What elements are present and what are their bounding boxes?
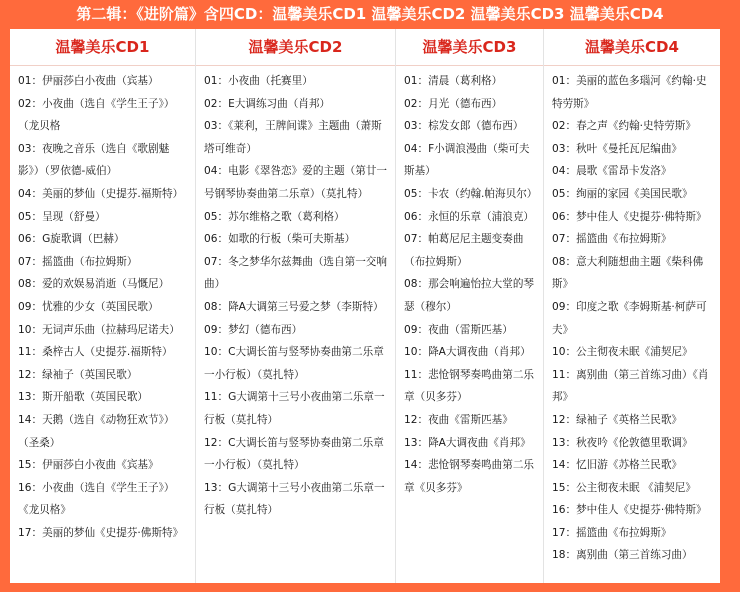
- track-item: 15：公主彻夜未眠 《浦契尼》: [552, 481, 696, 494]
- cd3-title: 温馨美乐CD3: [396, 29, 543, 66]
- track-item: 06：永恒的乐章（浦浪克）: [404, 210, 535, 223]
- track-item: 11：G大调第十三号小夜曲第二乐章一行板（莫扎特）: [204, 391, 385, 426]
- track-item: 17：美丽的梦仙《史提芬·佛斯特》: [18, 526, 184, 539]
- track-item: 13：G大调第十三号小夜曲第二乐章一行板（莫扎特）: [204, 481, 385, 517]
- track-item: 14：天鹅（选自《动物狂欢节》）（圣桑）: [18, 413, 175, 449]
- track-item: 16：小夜曲（选自《学生王子》）《龙贝格》: [18, 481, 175, 517]
- track-item: 07：摇篮曲（布拉姆斯）: [18, 255, 138, 268]
- cd1-track-list: [18, 70, 189, 544]
- track-item: 03：夜晚之音乐（选自《歌剧魅影》）（罗依德-威伯）: [18, 142, 170, 178]
- track-item: 03：棕发女郎（德布西）: [404, 120, 524, 133]
- cd2-column: [196, 29, 396, 583]
- track-item: 07：摇篮曲《布拉姆斯》: [552, 233, 672, 246]
- track-item: 08：那会响遍怡拉大堂的琴瑟（穆尔）: [404, 278, 535, 313]
- track-item: 02：月光（德布西）: [404, 97, 503, 110]
- cd1-column: [10, 29, 196, 583]
- track-item: 08：降A大调第三号爱之梦（李斯特）: [204, 300, 384, 313]
- track-item: 08：意大利随想曲主题《柴科佛斯》: [552, 255, 704, 291]
- track-item: 13：斯开船歌（英国民歌）: [18, 391, 149, 404]
- track-item: 10：C大调长笛与竖琴协奏曲第二乐章一小行板）（莫扎特）: [204, 346, 384, 381]
- track-item: 12：C大调长笛与竖琴协奏曲第二乐章一小行板）（莫扎特）: [204, 436, 384, 472]
- track-item: 05：呈现（舒曼）: [18, 210, 106, 223]
- track-item: 13：秋夜吟《伦敦德里歌调》: [552, 436, 693, 449]
- track-item: 10：降A大调夜曲（肖邦）: [404, 346, 531, 359]
- track-item: 07：冬之梦华尔兹舞曲（选自第一交响曲）: [204, 255, 387, 291]
- track-item: 02：春之声《约翰·史特劳斯》: [552, 120, 696, 133]
- track-item: 01：美丽的蓝色多瑙河《约翰·史特劳斯》: [552, 75, 707, 110]
- track-item: 06：梦中佳人《史提芬·佛特斯》: [552, 210, 707, 223]
- track-item: 04：晨歌《雷昂卡发洛》: [552, 165, 672, 178]
- track-item: 08：爱的欢娱易消逝（马慨尼）: [18, 278, 170, 291]
- track-item: 02：小夜曲（选自《学生王子》）（龙贝格: [18, 97, 175, 133]
- track-item: 14：忆旧游《苏格兰民歌》: [552, 459, 683, 472]
- track-item: 11：桑梓古人（史提芬.福斯特）: [18, 346, 173, 359]
- track-item: 04：电影《翠咎恋》爱的主题（第廿一号钢琴协奏曲第二乐章）（莫扎特）: [204, 165, 387, 200]
- track-item: 01：清晨（葛利格）: [404, 75, 503, 87]
- track-item: 18：离别曲（第三首练习曲）: [552, 549, 693, 562]
- track-item: 15：伊丽莎白小夜曲《宾基》: [18, 459, 159, 472]
- cd3-track-list: [404, 70, 537, 499]
- track-item: 14：悲怆钢琴奏鸣曲第二乐章《贝多芬》: [404, 459, 535, 494]
- track-item: 09：夜曲（雷斯匹基）: [404, 323, 513, 336]
- track-item: 05：苏尔维格之歌（葛利格）: [204, 210, 345, 223]
- cd4-track-list: [552, 70, 714, 567]
- track-item: 03：《莱利，王牌间谍》主题曲（萧斯塔可维奇）: [204, 120, 382, 155]
- track-item: 13：降A大调夜曲《肖邦》: [404, 436, 531, 449]
- track-item: 12：绿袖子《英格兰民歌》: [552, 413, 683, 426]
- track-item: 02：E大调练习曲（肖邦）: [204, 97, 331, 110]
- track-item: 16：梦中佳人《史提芬·佛特斯》: [552, 504, 707, 517]
- track-item: 09：忧雅的少女（英国民歌）: [18, 300, 159, 313]
- track-item: 09：印度之歌《李姆斯基·柯萨可夫》: [552, 300, 707, 336]
- track-item: 11：离别曲（第三首练习曲）《肖邦》: [552, 368, 709, 404]
- track-item: 05：绚丽的家园《美国民歌》: [552, 187, 693, 200]
- cd2-track-list: [204, 70, 389, 522]
- cd4-title: 温馨美乐CD4: [544, 29, 720, 66]
- track-item: 10：公主彻夜未眠《浦契尼》: [552, 346, 693, 359]
- track-item: 03：秋叶《曼托瓦尼编曲》: [552, 142, 683, 155]
- track-item: 06：G旋歌调（巴赫）: [18, 233, 125, 246]
- track-item: 11：悲怆钢琴奏鸣曲第二乐章（贝多芬）: [404, 368, 535, 404]
- cd4-column: [544, 29, 720, 583]
- cd1-title: 温馨美乐CD1: [10, 29, 195, 66]
- track-item: 04：美丽的梦仙（史提芬.福斯特）: [18, 187, 184, 200]
- track-item: 17：摇篮曲《布拉姆斯》: [552, 526, 672, 539]
- track-item: 10：无词声乐曲（拉赫玛尼诺夫）: [18, 323, 180, 336]
- track-item: 06：如歌的行板（柴可夫斯基）: [204, 233, 356, 246]
- track-item: 12：夜曲《雷斯匹基》: [404, 413, 513, 426]
- track-item: 04：F小调浪漫曲（柴可夫斯基）: [404, 142, 530, 178]
- cd2-title: 温馨美乐CD2: [196, 29, 395, 66]
- track-item: 07：帕葛尼尼主题变奏曲（布拉姆斯）: [404, 233, 524, 268]
- track-item: 12：绿袖子（英国民歌）: [18, 368, 138, 381]
- page-header: 第二辑：《进阶篇》含四CD：温馨美乐CD1 温馨美乐CD2 温馨美乐CD3 温馨美乐CD4: [76, 5, 664, 23]
- track-item: 09：梦幻（德布西）: [204, 323, 303, 336]
- track-item: 05：卡农（约翰.帕海贝尔）: [404, 187, 538, 200]
- tracklist-panel: [10, 29, 720, 583]
- cd3-column: [396, 29, 544, 583]
- track-item: 01：小夜曲（托赛里）: [204, 75, 313, 87]
- track-item: 01：伊丽莎白小夜曲（宾基）: [18, 75, 159, 87]
